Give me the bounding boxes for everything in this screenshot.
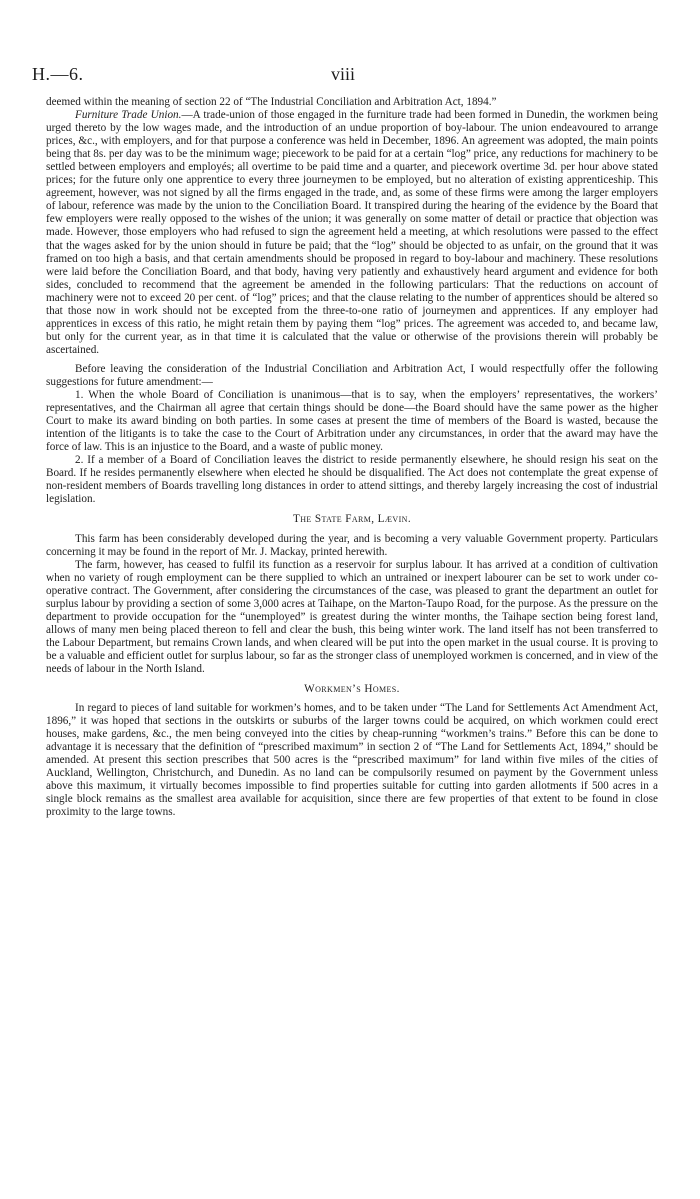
- suggestions-intro-paragraph: Before leaving the consideration of the Industrial Conciliation and Arbitration Act, I would respectfully offer the following suggestions for future amendment:—: [46, 362, 658, 388]
- furniture-trade-union-body: —A trade-union of those engaged in the furniture trade had been formed in Dunedin, the workmen being urged thereto by the low wages made, and the introduction of an undue proportion of boy-labour. The union endeavoured to arrange prices, &c., with employers, and for that purpose a conference was held in December, 1896. An agreement was adopted, the main points being that 8s. per day was to be the minimum wage; piecework to be paid for at a certain “log” price, any reductions for machinery to be settled between employers and employés; all overtime to be paid time and a quarter, and piecework overtime 3d. per hour above stated prices; for the future only one apprentice to every three journeymen to be employed, but no alteration of existing apprenticeship. This agreement, however, was not signed by all the firms engaged in the trade, and, as some of these firms were among the larger employers of labour, reference was made by the union to the Conciliation Board. It transpired during the hearing of the evidence by the Board that few employers were really opposed to the wishes of the union; it was generally on some matter of detail or practice that objection was made. However, those employers who had refused to sign the agreement held a meeting, at which resolutions were passed to the effect that the wages asked for by the union should in future be paid; that the “log” should be objected to as unfair, on the ground that it was framed on too high a basis, and that certain amendments should be proposed in regard to boy-labour and machinery. These resolutions were laid before the Conciliation Board, and that body, having very patiently and exhaustively heard argument and evidence for both sides, concluded to recommend that the agreement be amended in the following particulars: That the reductions on account of machinery were not to exceed 20 per cent. of “log” prices; and that the clause relating to the number of apprentices should be altered so that those now in work should not be excepted from the three-to-one ratio of journeymen and apprentices. If any employer had apprentices in excess of this ratio, he might retain them by paying them “log” prices. The agreement was acceded to, and became law, but only for the current year, as in that time it is calculated that the value or otherwise of the provisions therein will probably be ascertained.: [46, 109, 658, 356]
- state-farm-heading: The State Farm, Lævin.: [292, 513, 412, 526]
- state-farm-paragraph-2: The farm, however, has ceased to fulfil its function as a reservoir for surplus labour. It has arrived at a condition of cultivation when no variety of rough employment can be there supplied to which an untrained or inexpert labourer can be set to work under co-operative contract. The Government, after considering the circumstances of the case, was pleased to grant the department an outlet for surplus labour by providing a section of some 3,000 acres at Taihape, on the Marton-Taupo Road, for the purpose. As the pressure on the department to provide occupation for the “unemployed” is greatest during the winter months, the Taihape section being forest land, allows of many men being placed thereon to fell and clear the bush, this being winter work. The land itself has not been transferred to the Labour Department, but remains Crown lands, and when cleared will be put into the open market in the usual course. It is proving to be a valuable and efficient outlet for surplus labour, so far as the stronger class of unemployed workmen is concerned, and in view of the needs of labour in the North Island.: [46, 558, 658, 675]
- page-number: viii: [330, 64, 355, 84]
- document-reference: H.—6.: [32, 64, 84, 84]
- suggestion-2-paragraph: 2. If a member of a Board of Conciliation leaves the district to reside permanently elsewhere, he should resign his seat on the Board. If he resides permanently elsewhere when elected he should be disqualified. The Act does not contemplate the great expense of non-resident members of Boards travelling long distances in order to attend sittings, and thereby largely increasing the cost of industrial legislation.: [46, 454, 658, 506]
- furniture-trade-union-title: Furniture Trade Union.: [75, 109, 182, 122]
- page-header: [32, 64, 654, 86]
- state-farm-paragraph-1: This farm has been considerably developed during the year, and is becoming a very valuable Government property. Particulars concerning it may be found in the report of Mr. J. Mackay, printed herewith.: [46, 532, 658, 558]
- continuation-paragraph: deemed within the meaning of section 22 of “The Industrial Conciliation and Arbitration Act, 1894.”: [46, 96, 497, 108]
- suggestion-1-paragraph: 1. When the whole Board of Conciliation is unanimous—that is to say, when the employers’ representatives, the workers’ representatives, and the Chairman all agree that certain things should be done—the Board should have the same power as the higher Court to make its award binding on both parties. In some cases at present the time of members of the Board is wasted, because the intention of the litigants is to take the case to the Court of Arbitration under any circumstances, in order that the award may have the force of law. This is an injustice to the Board, and a waste of public money.: [46, 389, 658, 454]
- workmens-homes-heading: Workmen’s Homes.: [304, 683, 400, 696]
- page-body: [46, 96, 658, 819]
- furniture-trade-union-paragraph: [46, 109, 658, 357]
- workmens-homes-paragraph: In regard to pieces of land suitable for workmen’s homes, and to be taken under “The Land for Settlements Act Amendment Act, 1896,” it was hoped that sections in the outskirts or suburbs of the larger towns could be acquired, on which workmen could erect houses, make gardens, &c., the men being conveyed into the cities by cheap-running “workmen’s trains.” Before this can be done to advantage it is necessary that the definition of “prescribed maximum” in section 2 of “The Land for Settlements Act, 1894,” should be amended. At present this section prescribes that 500 acres is the “prescribed maximum” for land within five miles of the cities of Auckland, Wellington, Christchurch, and Dunedin. As no land can be compulsorily resumed on payment by the Government unless above this maximum, it virtually becomes impossible to find properties suitable for cutting into garden allotments if 500 acres in a single block remains as the smallest area available for acquisition, since there are few properties of that extent to be found in close proximity to the large towns.: [46, 702, 658, 819]
